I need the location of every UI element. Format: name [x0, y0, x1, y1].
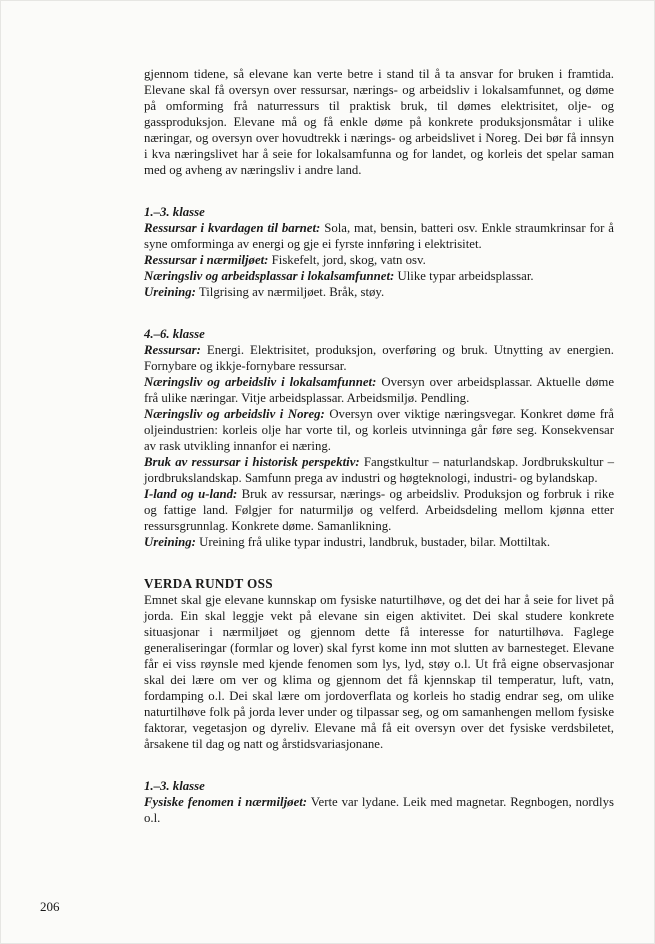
item-term: Ressursar i nærmiljøet: [144, 253, 269, 267]
list-item [144, 534, 614, 550]
item-text: Oversyn over arbeidsplassar. Aktuelle døme frå ulike næringar. Vitje arbeidsplassar. Arbeidsmiljø. Pendling. [144, 375, 614, 405]
section-title: VERDA RUNDT OSS [144, 576, 273, 591]
item-text: Ureining frå ulike typar industri, landbruk, bustader, bilar. Mottiltak. [195, 535, 551, 549]
item-text: Verte var lydane. Leik med magnetar. Regnbogen, nordlys o.l. [144, 795, 614, 825]
list-item [144, 220, 614, 252]
list-item [144, 342, 614, 374]
item-term: Ureining: [144, 535, 196, 549]
block-1-3-items [144, 220, 614, 300]
section-body: Emnet skal gje elevane kunnskap om fysiske naturtilhøve, og det dei har å seie for livet på jorda. Ein skal leggje vekt på elevane sin eigen aktivitet. Dei skal studere konkrete situasjonar i nærmiljøet og gjennom dette få interesse for naturtilhøva. Faglege generaliseringar (formlar og lover) skal fyrst kome inn mot slutten av barnesteget. Elevane får ei viss røynsle med kjende fenomen som lys, lyd, støy o.l. Ut frå eigne observasjonar skal dei lære om ver og klima og gjennom det få kjennskap til temperatur, luft, vatn, fordamping o.l. Dei skal lære om jordoverflata og korleis ho stadig endrar seg, om ulike naturtilhøve folk på jorda lever under og tilpassar seg, og om samanhengen mellom fysiske faktorar, vegetasjon og dyreliv. Elevane må få eit oversyn over det fysiske verdsbiletet, årsakene til dag og natt og årstidsvariasjonane. [144, 593, 614, 751]
item-term: Næringsliv og arbeidsplassar i lokalsamfunnet: [144, 269, 395, 283]
grade-heading-4-6: 4.–6. klasse [144, 327, 205, 341]
list-item [144, 454, 614, 486]
item-term: Ressursar: [144, 343, 201, 357]
list-item [144, 268, 614, 284]
item-text: Fiskefelt, jord, skog, vatn osv. [268, 253, 426, 267]
item-term: I-land og u-land: [144, 487, 238, 501]
intro-paragraph: gjennom tidene, så elevane kan verte betre i stand til å ta ansvar for bruken i framtida. Elevane skal få oversyn over ressursar, nærings- og arbeidsliv i lokalsamfunnet, og døme på omforming frå naturressurs til praktisk bruk, til dømes elektrisitet, olje- og gassproduksjon. Elevane må og få enkle døme på konkrete produksjonsmåtar i ulike næringar, og oversyn over hovudtrekk i nærings- og arbeidslivet i Noreg. Dei bør få innsyn i kva næringslivet har å seie for lokalsamfunna og for landet, og korleis det spelar saman med og avheng av næringsliv i andre land. [144, 67, 614, 177]
text-column [144, 66, 614, 826]
list-item [144, 406, 614, 454]
item-text: Tilgrising av nærmiljøet. Bråk, støy. [195, 285, 385, 299]
list-item [144, 252, 614, 268]
list-item [144, 794, 614, 826]
item-text: Oversyn over viktige næringsvegar. Konkret døme frå oljeindustrien: korleis olje har vorte til, og korleis utvinninga går føre seg. Konsekvensar av rask utvikling innanfor ei næring. [144, 407, 614, 453]
grade-heading-1-3-verda: 1.–3. klasse [144, 779, 205, 793]
item-text: Energi. Elektrisitet, produksjon, overføring og bruk. Utnytting av energien. Fornybare og ikkje-fornybare ressursar. [144, 343, 614, 373]
page-number: 206 [40, 899, 60, 914]
grade-heading-1-3: 1.–3. klasse [144, 205, 205, 219]
item-text: Ulike typar arbeidsplassar. [394, 269, 534, 283]
item-term: Ressursar i kvardagen til barnet: [144, 221, 321, 235]
item-text: Sola, mat, bensin, batteri osv. Enkle straumkrinsar for å syne omforminga av energi og gje ei fyrste innføring i elektrisitet. [144, 221, 614, 251]
item-term: Ureining: [144, 285, 196, 299]
item-term: Næringsliv og arbeidsliv i Noreg: [144, 407, 325, 421]
item-term: Næringsliv og arbeidsliv i lokalsamfunnet: [144, 375, 377, 389]
block-4-6-items [144, 342, 614, 550]
item-term: Bruk av ressursar i historisk perspektiv: [144, 455, 360, 469]
item-text: Bruk av ressursar, nærings- og arbeidsliv. Produksjon og forbruk i rike og fattige land. Følgjer for naturmiljø og velferd. Arbeidsdeling mellom kjønna etter ressursgrunnlag. Konkrete døme. Samanlikning. [144, 487, 614, 533]
item-text: Fangstkultur – naturlandskap. Jordbrukskultur – jordbrukslandskap. Samfunn prega av industri og høgteknologi, industri- og bylandskap. [144, 455, 614, 485]
block-1-3-verda-items [144, 794, 614, 826]
list-item [144, 284, 614, 300]
list-item [144, 374, 614, 406]
item-term: Fysiske fenomen i nærmiljøet: [144, 795, 308, 809]
list-item [144, 486, 614, 534]
